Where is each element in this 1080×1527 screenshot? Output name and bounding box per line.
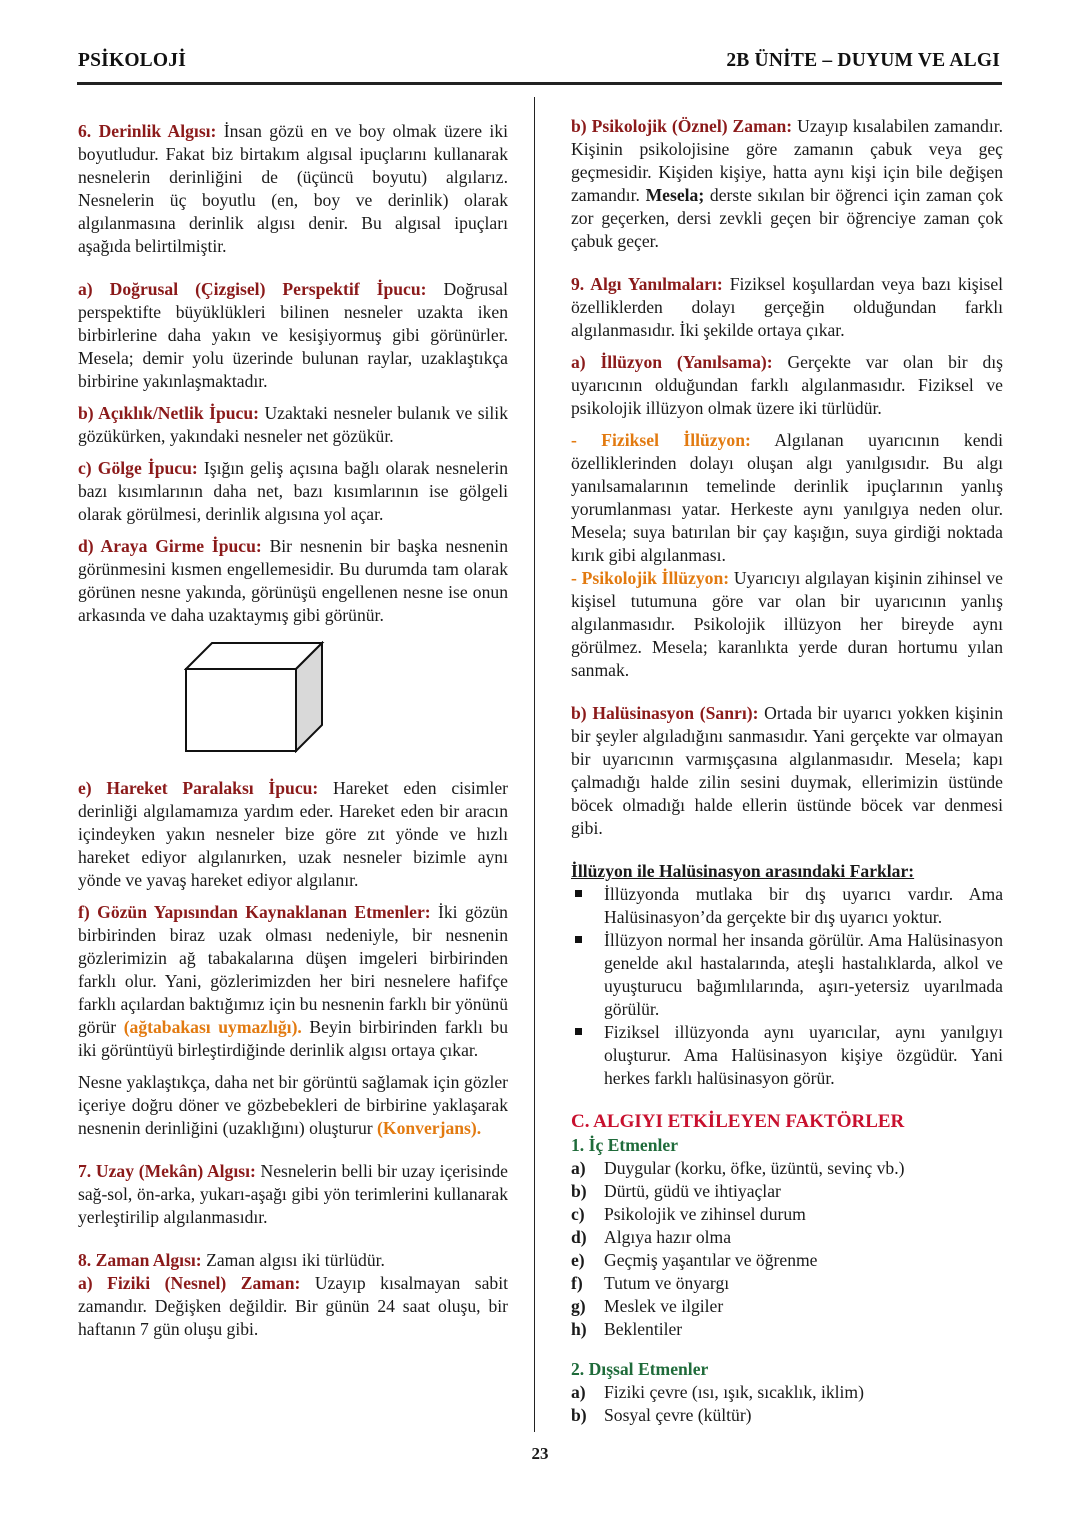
list-item: [571, 929, 1003, 1021]
illusion-paragraph: [571, 351, 1003, 420]
list-item-text: Fiziksel illüzyonda aynı uyarıcılar, aynı yanılgıyı oluşturur. Ama Halüsinasyon kişiye özgüdür. Yani herkes farklı halüsinasyon görür.: [604, 1022, 1003, 1088]
interposition-cue-title: d) Araya Girme İpucu:: [78, 536, 262, 556]
list-item-text: Geçmiş yaşantılar ve öğrenme: [604, 1250, 818, 1270]
motion-parallax-text: Hareket eden cisimler derinliği algılamamıza yardım eder. Hareket eden bir aracın içindeyken yakın nesneler bize göre zıt yönde ve hızlı hareket ediyor algılanırken, uzak nesneler bizimle aynı yönde ve yavaş hareket ediyor algılanır.: [78, 778, 508, 890]
left-column: [78, 120, 508, 1341]
eye-structure-text: İki gözün birbirinden biraz uzak olması nedeniyle, bir nesnenin gözlerimizin ağ tabakalarına düşen imgeleri birbirinden farklı olur. Yani, gözlerimizden her biri nesnelere hafifçe farklı açılardan baktığımız için bu nesnenin farklı bir yönünü görür: [78, 902, 508, 1037]
list-item-text: Beklentiler: [604, 1319, 683, 1339]
list-item-text: Sosyal çevre (kültür): [604, 1405, 752, 1425]
psychological-time-text: Uzayıp kısalabilen zamandır. Kişinin psikolojisine göre zamanın çabuk veya geç geçmesidir. Kişiden kişiye, hatta aynı kişi için bile değişen zamandır.: [571, 116, 1003, 205]
hallucination-text: Ortada bir uyarıcı yokken kişinin bir şeyler algıladığını sanmasıdır. Yani gerçekte var olmayan bir uyarıcının varmışçasına algılanmasıdır. Mesela; kapı çalmadığı halde zilin sesini duymak, ellerimizin üstünde böcek olmadığı halde ellerin üstünde böcek var denmesi gibi.: [571, 703, 1004, 838]
bullet-square-icon: [575, 936, 582, 943]
psychological-illusion-title: - Psikolojik İllüzyon:: [571, 568, 730, 588]
convergence-paragraph: [78, 1071, 508, 1140]
list-item-text: İllüzyon normal her insanda görülür. Ama Halüsinasyon genelde akıl hastalarında, ateşli hastalıklarda, alkol ve uyuşturucu bağımlılarında, aşırı-yetersiz uyarılmada görülür.: [604, 930, 1003, 1019]
internal-factors-list: [571, 1157, 1003, 1341]
list-item: [571, 1295, 1003, 1318]
list-item-key: h): [571, 1319, 587, 1339]
list-item-text: İllüzyonda mutlaka bir dış uyarıcı vardır. Ama Halüsinasyon’da gerçekte bir dış uyarıcı yoktur.: [604, 884, 1003, 927]
differences-title: İllüzyon ile Halüsinasyon arasındaki Farklar:: [571, 861, 915, 881]
linear-perspective-title: a) Doğrusal (Çizgisel) Perspektif İpucu:: [78, 279, 427, 299]
list-item-key: d): [571, 1227, 587, 1247]
list-item-text: Psikolojik ve zihinsel durum: [604, 1204, 806, 1224]
perception-errors-paragraph: [571, 273, 1003, 342]
list-item-text: Meslek ve ilgiler: [604, 1296, 724, 1316]
list-item-text: Fiziki çevre (ısı, ışık, sıcaklık, iklim): [604, 1382, 864, 1402]
list-item-key: g): [571, 1296, 586, 1316]
list-item-key: f): [571, 1273, 583, 1293]
header-unit-title: 2B ÜNİTE – DUYUM VE ALGI: [726, 50, 1000, 71]
time-perception-text: Zaman algısı iki türlüdür.: [201, 1250, 385, 1270]
differences-list: [571, 883, 1003, 1090]
psychological-time-paragraph: [571, 115, 1003, 253]
page-number: 23: [531, 1444, 549, 1463]
header-rule: [77, 82, 1002, 85]
list-item-text: Dürtü, güdü ve ihtiyaçlar: [604, 1181, 781, 1201]
cube-figure: [78, 641, 508, 757]
list-item: [571, 883, 1003, 929]
internal-factors-title: 1. İç Etmenler: [571, 1135, 678, 1155]
time-perception-paragraph: [78, 1249, 508, 1272]
bullet-square-icon: [575, 890, 582, 897]
depth-perception-title: 6. Derinlik Algısı:: [78, 121, 217, 141]
clarity-cue-title: b) Açıklık/Netlik İpucu:: [78, 403, 259, 423]
retinal-disparity-term: (ağtabakası uymazlığı).: [123, 1017, 302, 1037]
psychological-illusion-paragraph: [571, 567, 1003, 682]
list-item: [571, 1404, 1003, 1427]
physical-time-title: a) Fiziki (Nesnel) Zaman:: [78, 1273, 301, 1293]
physical-illusion-title: - Fiziksel İllüzyon:: [571, 430, 751, 450]
illusion-title: a) İllüzyon (Yanılsama):: [571, 352, 773, 372]
cube-front-face: [186, 669, 296, 751]
right-column: [571, 115, 1003, 1427]
factors-section-title: C. ALGIYI ETKİLEYEN FAKTÖRLER: [571, 1111, 905, 1132]
space-perception-paragraph: [78, 1160, 508, 1229]
perception-errors-text: Fiziksel koşullardan veya bazı kişisel özelliklerden dolayı gerçeğin olduğundan farklı algılanmasıdır. İki şekilde ortaya çıkar.: [571, 274, 1004, 340]
illusion-text: Gerçekte var olan bir dış uyarıcının olduğundan farklı algılanmasıdır. Fiziksel ve psikolojik illüzyon olmak üzere iki türlüdür.: [571, 352, 1003, 418]
linear-perspective-text: Doğrusal perspektifte büyüklükleri bilinen nesneler uzakta iken birbirlerine daha yakın ve kesişiyormuş gibi görünürler. Mesela; demir yolu üzerinde bulunan raylar, uzaklaştıkça birbirine yakınlaşmaktadır.: [78, 279, 508, 391]
list-item: [571, 1157, 1003, 1180]
list-item-key: c): [571, 1204, 585, 1224]
list-item-key: a): [571, 1382, 586, 1402]
psychological-time-title: b) Psikolojik (Öznel) Zaman:: [571, 116, 793, 136]
linear-perspective-paragraph: [78, 278, 508, 393]
list-item: [571, 1226, 1003, 1249]
psychological-time-example-label: Mesela;: [645, 185, 705, 205]
space-perception-text: Nesnelerin belli bir uzay içerisinde sağ-sol, ön-arka, yukarı-aşağı gibi yön terimlerini kullanarak yerleştirilip algılanmasıdır.: [78, 1161, 508, 1227]
psychological-time-example-text: derste sıkılan bir öğrenci için zaman çok zor geçerken, dersi zevkli geçen bir öğrenciye zaman çok çabuk geçer.: [571, 185, 1003, 251]
physical-illusion-text: Algılanan uyarıcının kendi özelliklerinden dolayı oluşan algı yanılgısıdır. Bu algı yanılsamalarının temelinde derinlik ipuçlarının yanlış yorumlanması yatar. Herkeste aynı yanılgıya neden olur. Mesela; suya batırılan bir çay kaşığın, suya girdiği noktada kırık gibi algılanması.: [571, 430, 1003, 565]
interposition-cue-text: Bir nesnenin bir başka nesnenin görünmesini kısmen engellemesidir. Bu durumda tam olarak görünen nesne yakında, görünüşü engellenen nesne ise onun arkasında ve daha uzaktaymış gibi görünür.: [78, 536, 508, 625]
column-divider: [534, 97, 535, 1432]
interposition-cue-paragraph: [78, 535, 508, 627]
list-item-key: b): [571, 1405, 587, 1425]
list-item-text: Duygular (korku, öfke, üzüntü, sevinç vb.): [604, 1158, 905, 1178]
list-item: [571, 1381, 1003, 1404]
list-item: [571, 1249, 1003, 1272]
clarity-cue-paragraph: [78, 402, 508, 448]
convergence-text: Nesne yaklaştıkça, daha net bir görüntü sağlamak için gözler içeriye doğru döner ve gözbebekleri de birbirine yaklaşarak nesnenin derinliğini (uzaklığını) oluşturur: [78, 1072, 508, 1138]
physical-time-text: Uzayıp kısalmayan sabit zamandır. Değişken değildir. Bir günün 24 saat oluşu, bir haftanın 7 gün oluşu gibi.: [78, 1273, 508, 1339]
hallucination-paragraph: [571, 702, 1003, 840]
list-item-key: b): [571, 1181, 587, 1201]
list-item-key: a): [571, 1158, 586, 1178]
list-item: [571, 1180, 1003, 1203]
eye-structure-title: f) Gözün Yapısından Kaynaklanan Etmenler:: [78, 902, 431, 922]
shadow-cue-text: Işığın geliş açısına bağlı olarak nesnelerin bazı kısımlarının daha net, bazı kısımlarının ise gölgeli olarak görülmesi, derinlik algısına yol açar.: [78, 458, 509, 524]
external-factors-title: 2. Dışsal Etmenler: [571, 1359, 709, 1379]
list-item-text: Algıya hazır olma: [604, 1227, 732, 1247]
shadow-cue-title: c) Gölge İpucu:: [78, 458, 198, 478]
motion-parallax-title: e) Hareket Paralaksı İpucu:: [78, 778, 319, 798]
eye-structure-paragraph: [78, 901, 508, 1062]
list-item-key: e): [571, 1250, 585, 1270]
hallucination-title: b) Halüsinasyon (Sanrı):: [571, 703, 759, 723]
cube-illustration: [184, 641, 329, 753]
motion-parallax-paragraph: [78, 777, 508, 892]
list-item: [571, 1318, 1003, 1341]
shadow-cue-paragraph: [78, 457, 508, 526]
header-subject: PSİKOLOJİ: [78, 50, 186, 71]
depth-perception-text: İnsan gözü en ve boy olmak üzere iki boyutludur. Fakat biz birtakım algısal ipuçlarını kullanarak nesnelerin derinliğini de (üçüncü boyutu) algılarız. Nesnelerin üç boyutlu (en, boy ve derinlik) olarak algılanmasına derinlik algısı denir. Bu algısal ipuçları aşağıda belirtilmiştir.: [78, 121, 509, 256]
convergence-term: (Konverjans).: [377, 1118, 482, 1138]
perception-errors-title: 9. Algı Yanılmaları:: [571, 274, 723, 294]
time-perception-title: 8. Zaman Algısı:: [78, 1250, 202, 1270]
list-item-text: Tutum ve önyargı: [604, 1273, 730, 1293]
physical-illusion-paragraph: [571, 429, 1003, 567]
depth-perception-paragraph: [78, 120, 508, 258]
list-item: [571, 1021, 1003, 1090]
list-item: [571, 1203, 1003, 1226]
space-perception-title: 7. Uzay (Mekân) Algısı:: [78, 1161, 256, 1181]
external-factors-list: [571, 1381, 1003, 1427]
list-item: [571, 1272, 1003, 1295]
eye-structure-text-continued: Beyin birbirinden farklı bu iki görüntüyü birleştirdiğinde derinlik algısı ortaya çıkar.: [78, 1017, 508, 1060]
bullet-square-icon: [575, 1028, 582, 1035]
clarity-cue-text: Uzaktaki nesneler bulanık ve silik gözükürken, yakındaki nesneler net gözükür.: [78, 403, 508, 446]
psychological-illusion-text: Uyarıcıyı algılayan kişinin zihinsel ve kişisel tutumuna göre var olan bir uyarıcının yanlış algılanmasıdır. Psikolojik illüzyon her bireyde aynı görülmez. Mesela; karanlıkta yerde duran hortumu yılan sanmak.: [571, 568, 1003, 680]
physical-time-paragraph: [78, 1272, 508, 1341]
